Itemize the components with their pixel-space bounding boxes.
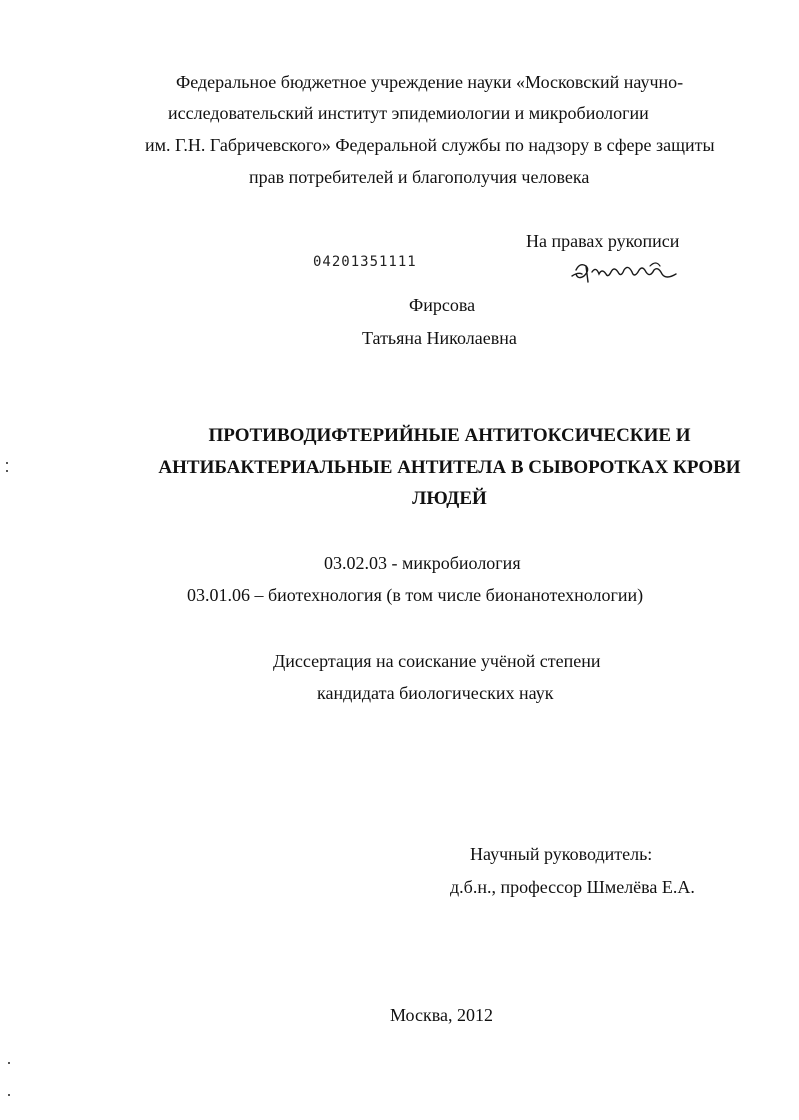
institution-line-4: прав потребителей и благополучия человека (249, 167, 590, 187)
place-year: Москва, 2012 (390, 1005, 493, 1025)
specialty-2: 03.01.06 – биотехнология (в том числе бионанотехнологии) (187, 585, 644, 605)
institution-line-3: им. Г.Н. Габричевского» Федеральной службы по надзору в сфере защиты (145, 135, 715, 155)
thesis-title-line-3: ЛЮДЕЙ (412, 488, 487, 509)
specialty-1: 03.02.03 - микробиология (324, 553, 521, 573)
manuscript-note: На правах рукописи (526, 231, 680, 251)
scan-speck (6, 470, 8, 472)
dissertation-line-2: кандидата биологических наук (317, 683, 554, 703)
signature-text (686, 252, 687, 253)
thesis-title-line-2: АНТИБАКТЕРИАЛЬНЫЕ АНТИТЕЛА В СЫВОРОТКАХ КРОВИ (158, 457, 741, 478)
handwritten-signature (566, 252, 686, 288)
scan-speck (8, 1094, 10, 1096)
scan-speck (8, 1062, 10, 1064)
registration-code: 04201351111 (313, 254, 417, 270)
author-name: Татьяна Николаевна (362, 328, 517, 348)
institution-line-2: исследовательский институт эпидемиологии и микробиологии (168, 103, 649, 123)
author-surname: Фирсова (409, 295, 476, 315)
institution-line-1: Федеральное бюджетное учреждение науки «Московский научно- (176, 72, 684, 92)
scan-speck (6, 462, 8, 464)
dissertation-line-1: Диссертация на соискание учёной степени (273, 651, 601, 671)
supervisor-name: д.б.н., профессор Шмелёва Е.А. (450, 877, 695, 897)
thesis-title-line-1: ПРОТИВОДИФТЕРИЙНЫЕ АНТИТОКСИЧЕСКИЕ И (208, 425, 691, 446)
supervisor-label: Научный руководитель: (470, 844, 653, 864)
